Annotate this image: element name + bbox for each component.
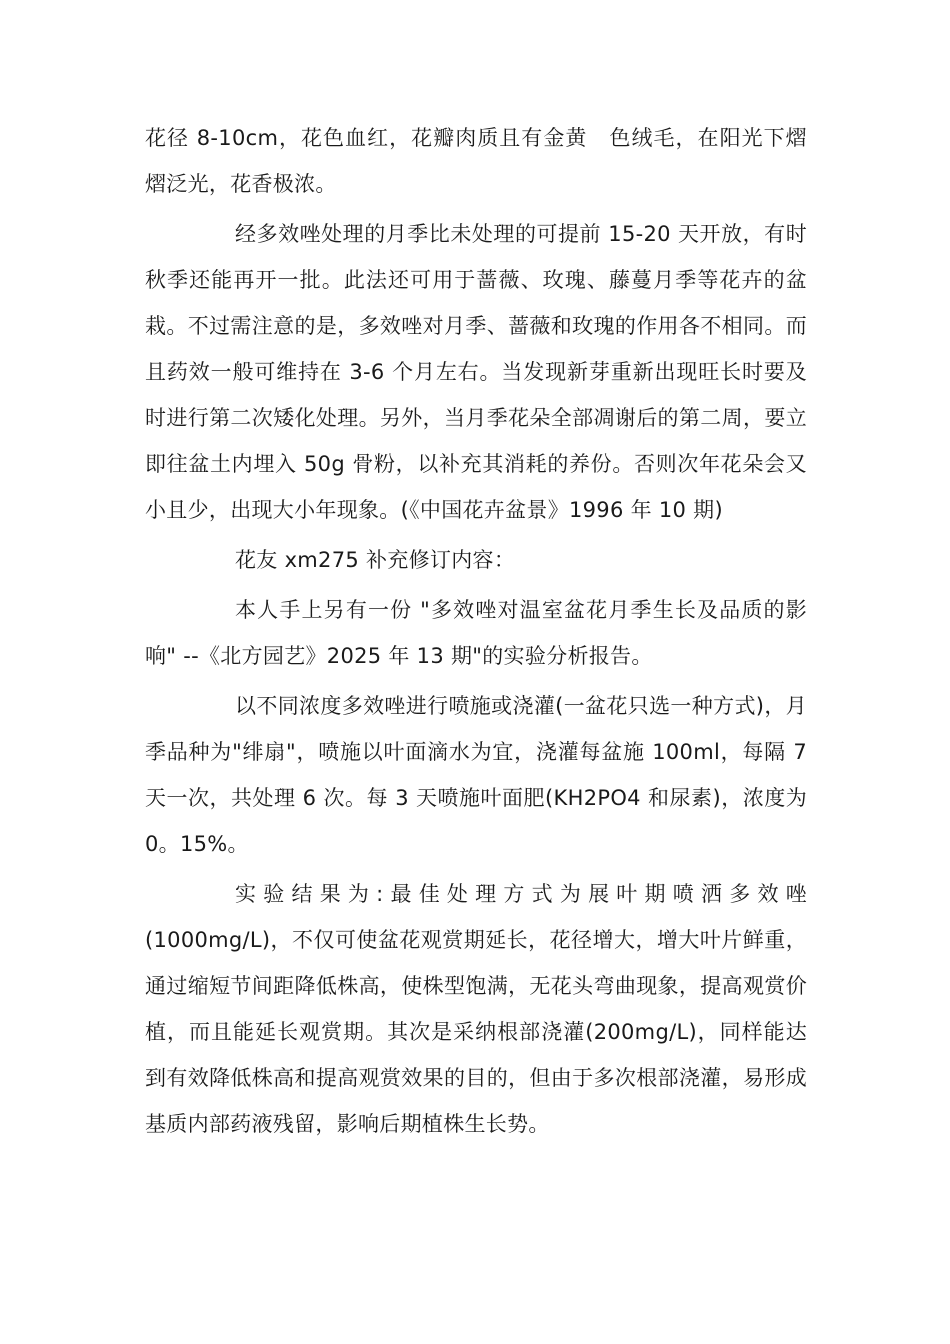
paragraph-1: 花径 8-10cm，花色血红，花瓣肉质且有金黄 色绒毛，在阳光下熠熠泛光，花香极浓。 [145, 126, 807, 196]
paragraph-5: 以不同浓度多效唑进行喷施或浇灌(一盆花只选一种方式)，月季品种为"绯扇"，喷施以叶面滴水为宜，浇灌每盆施 100ml，每隔 7 天一次，共处理 6 次。每 3 天喷施叶面肥(KH2PO4 和尿素)，浓度为 0。15%。 [145, 694, 807, 856]
paragraph-6: 实验结果为:最佳处理方式为展叶期喷洒多效唑(1000mg/L)，不仅可使盆花观赏期延长，花径增大，增大叶片鲜重，通过缩短节间距降低株高，使株型饱满，无花头弯曲现象，提高观赏价植，而且能延长观赏期。其次是采纳根部浇灌(200mg/L)，同样能达到有效降低株高和提高观赏效果的目的，但由于多次根部浇灌，易形成基质内部药液残留，影响后期植株生长势。 [145, 882, 807, 1136]
paragraph-4: 本人手上另有一份 "多效唑对温室盆花月季生长及品质的影响" --《北方园艺》2025 年 13 期"的实验分析报告。 [145, 598, 807, 668]
paragraph-2: 经多效唑处理的月季比未处理的可提前 15-20 天开放，有时秋季还能再开一批。此法还可用于蔷薇、玫瑰、藤蔓月季等花卉的盆栽。不过需注意的是，多效唑对月季、蔷薇和玫瑰的作用各不相同。而且药效一般可维持在 3-6 个月左右。当发现新芽重新出现旺长时要及时进行第二次矮化处理。另外，当月季花朵全部凋谢后的第二周，要立即往盆土内埋入 50g 骨粉，以补充其消耗的养份。否则次年花朵会又小且少，出现大小年现象。(《中国花卉盆景》1996 年 10 期) [145, 222, 807, 522]
document-body [145, 115, 807, 1151]
paragraph-3: 花友 xm275 补充修订内容： [235, 548, 516, 572]
